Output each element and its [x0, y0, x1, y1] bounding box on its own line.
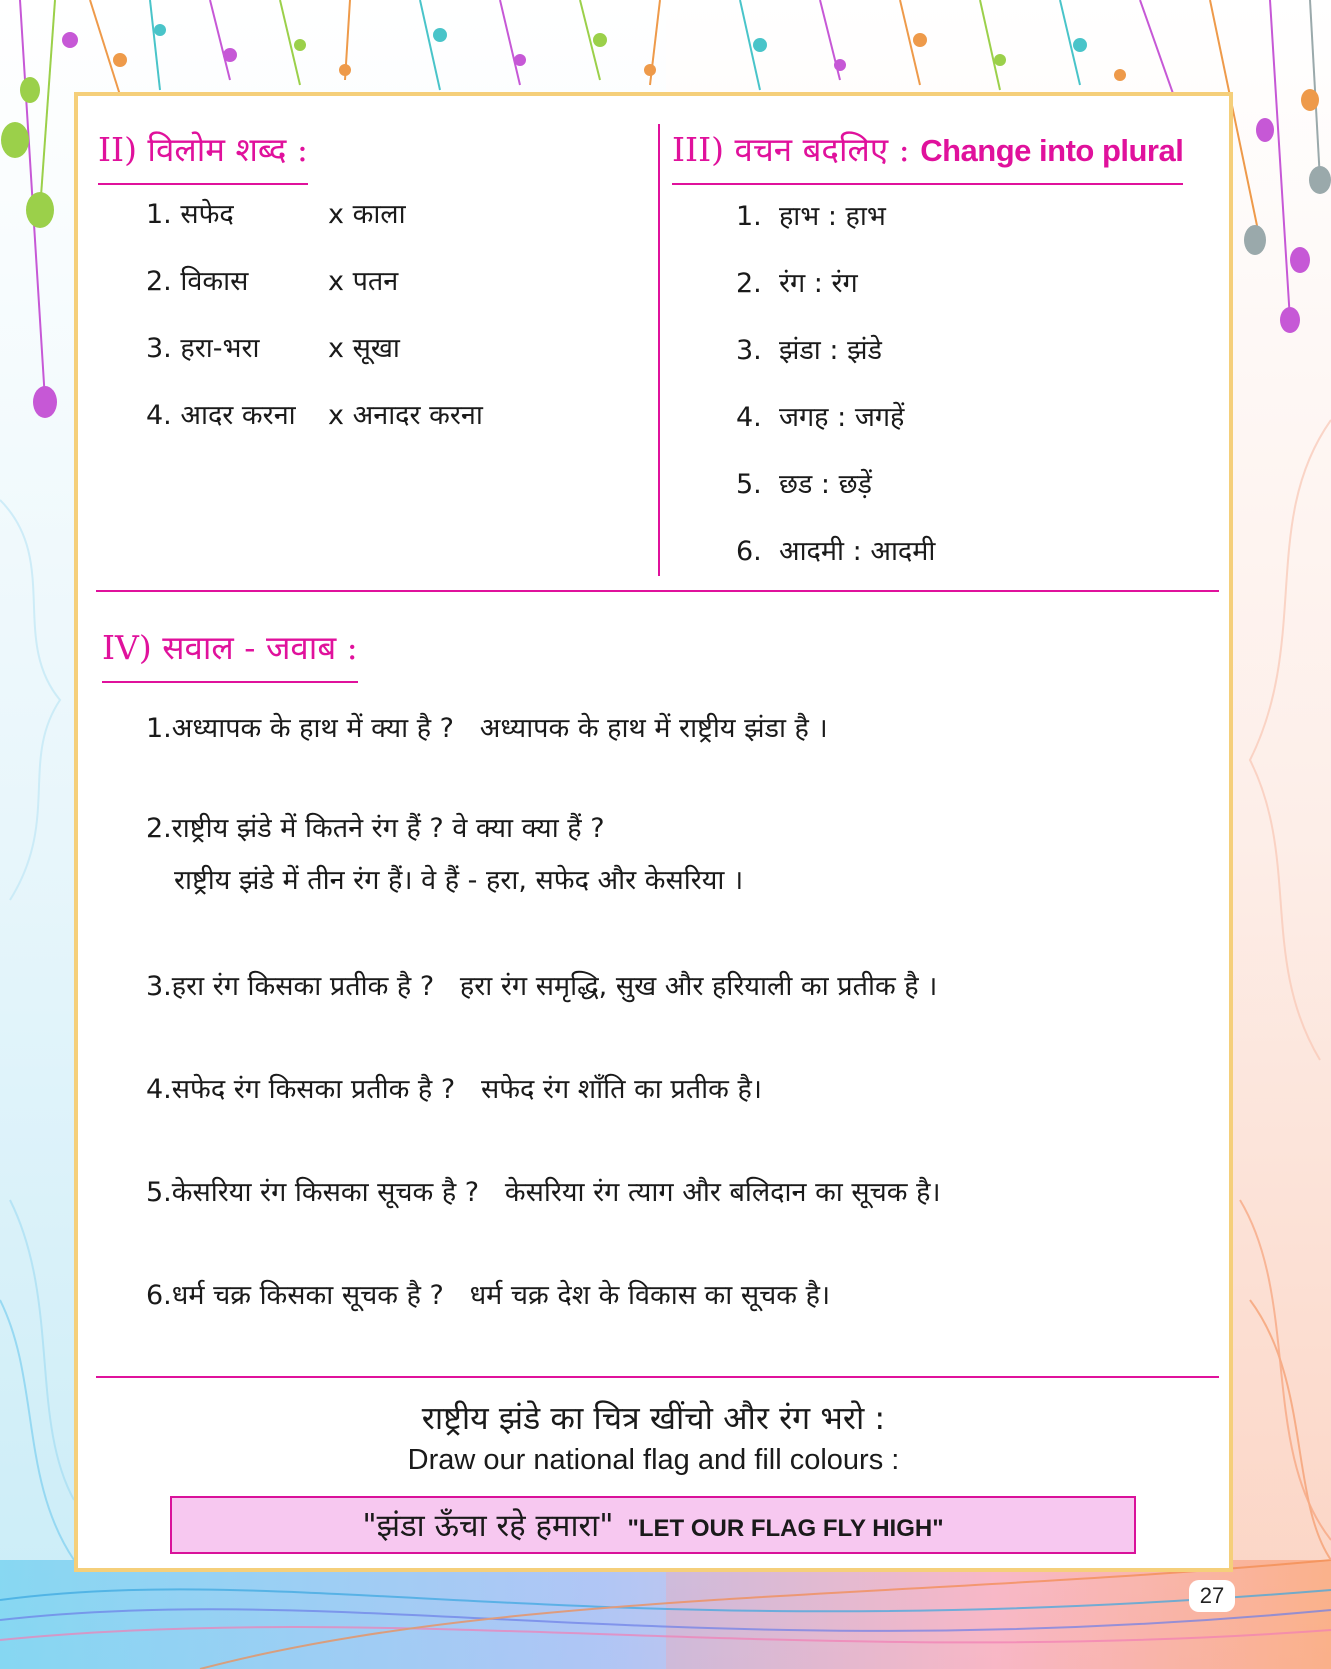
slogan-english: "LET OUR FLAG FLY HIGH" [627, 1515, 944, 1542]
list-item: 3. झंडा : झंडे [736, 335, 882, 366]
list-item: 2. रंग : रंग [736, 268, 858, 299]
list-item: 1. सफेद [146, 199, 234, 230]
qa-item: 5.केसरिया रंग किसका सूचक है ? केसरिया रंग त्याग और बलिदान का सूचक है। [146, 1177, 941, 1208]
list-item-opposite: x अनादर करना [328, 400, 483, 431]
list-item: 2. विकास [146, 266, 249, 297]
activity-title-english: Draw our national flag and fill colours : [407, 1444, 900, 1476]
qa-item: 3.हरा रंग किसका प्रतीक है ? हरा रंग समृद्धि, सुख और हरियाली का प्रतीक है । [146, 971, 938, 1002]
section-title-plural: III) वचन बदलिए : Change into plural [672, 126, 1183, 171]
list-item: 4. आदर करना [146, 400, 296, 431]
qa-item: 4.सफेद रंग किसका प्रतीक है ? सफेद रंग शाँति का प्रतीक है। [146, 1074, 763, 1105]
content-card [74, 92, 1233, 1572]
list-item-opposite: x सूखा [328, 333, 400, 364]
page-number: 27 [1189, 1580, 1235, 1612]
section-title-qa: IV) सवाल - जवाब : [102, 624, 358, 669]
list-item-opposite: x पतन [328, 266, 399, 297]
activity-title-hindi: राष्ट्रीय झंडे का चित्र खींचो और रंग भरो : [421, 1399, 886, 1437]
section-divider [96, 590, 1219, 592]
slogan-hindi: "झंडा ऊँचा रहे हमारा" [362, 1508, 614, 1544]
section-title-antonyms: II) विलोम शब्द : [98, 126, 308, 171]
slogan-box [170, 1496, 1136, 1554]
list-item: 5. छड : छड़ें [736, 469, 872, 500]
list-item: 6. आदमी : आदमी [736, 536, 936, 567]
list-item: 1. हाभ : हाभ [736, 201, 886, 232]
column-divider [658, 124, 660, 576]
section-divider [96, 1376, 1219, 1378]
qa-item: 1.अध्यापक के हाथ में क्या है ? अध्यापक के हाथ में राष्ट्रीय झंडा है । [146, 713, 828, 744]
qa-item: 6.धर्म चक्र किसका सूचक है ? धर्म चक्र देश के विकास का सूचक है। [146, 1280, 831, 1311]
qa-answer: राष्ट्रीय झंडे में तीन रंग हैं। वे हैं - हरा, सफेद और केसरिया । [174, 865, 744, 896]
list-item-opposite: x काला [328, 199, 406, 230]
qa-item: 2.राष्ट्रीय झंडे में कितने रंग हैं ? वे क्या क्या हैं ? [146, 813, 605, 844]
list-item: 3. हरा-भरा [146, 333, 260, 364]
list-item: 4. जगह : जगहें [736, 402, 905, 433]
